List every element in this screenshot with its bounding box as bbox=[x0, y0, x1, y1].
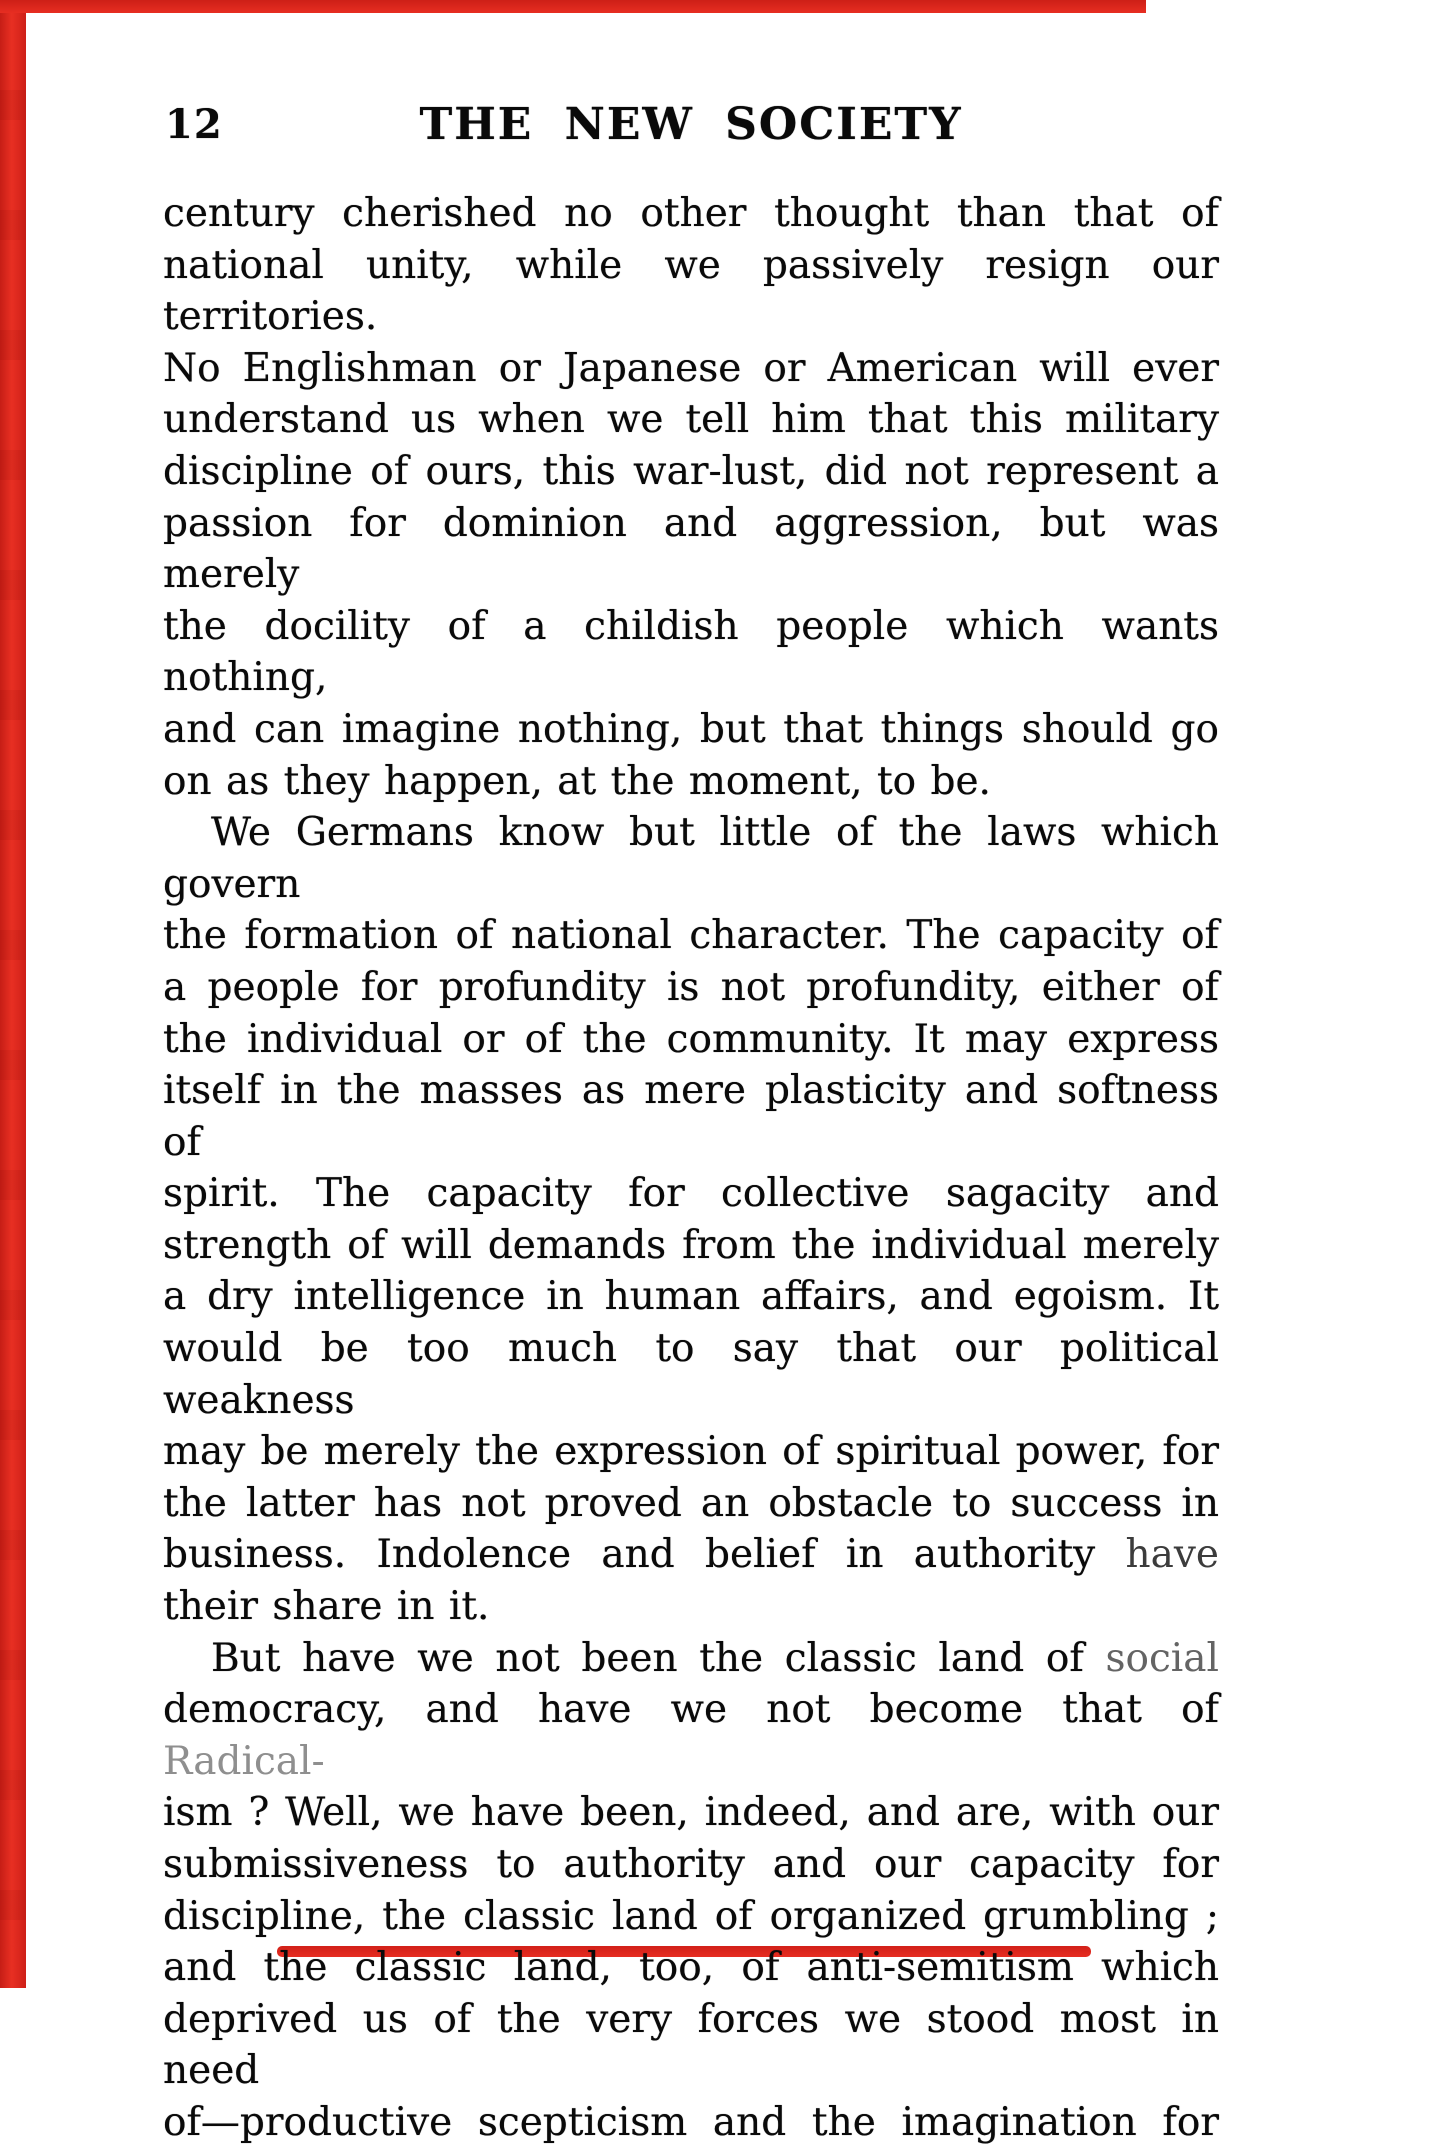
text-line: business. Indolence and belief in authority have bbox=[163, 1532, 1219, 1578]
text-line: and can imagine nothing, but that things should go bbox=[163, 706, 1219, 752]
text-line: discipline, the classic land of organized grumbling ; bbox=[163, 1893, 1219, 1939]
faded-word: social bbox=[1105, 1635, 1219, 1681]
text-line: spirit. The capacity for collective sagacity and bbox=[163, 1171, 1219, 1217]
text-line: may be merely the expression of spiritual power, for bbox=[163, 1429, 1219, 1475]
body-text bbox=[163, 188, 1219, 2149]
text-line: and the classic land, too, of anti-semitism which bbox=[163, 1945, 1219, 1991]
text-line: itself in the masses as mere plasticity and softness of bbox=[163, 1068, 1219, 1165]
faded-word: have bbox=[1125, 1532, 1219, 1578]
text-line: democracy, and have we not become that of Radical- bbox=[163, 1687, 1219, 1784]
text-line: the individual or of the community. It may express bbox=[163, 1016, 1219, 1062]
text-line: strength of will demands from the individual merely bbox=[163, 1222, 1219, 1268]
text-line: passion for dominion and aggression, but was merely bbox=[163, 500, 1219, 598]
faded-word: Radical- bbox=[163, 1738, 325, 1784]
scan-left-edge-mark bbox=[0, 0, 26, 1988]
running-title: THE NEW SOCIETY bbox=[419, 99, 963, 150]
text-line: deprived us of the very forces we stood most in need bbox=[163, 1996, 1219, 2094]
text-line: century cherished no other thought than that of bbox=[163, 191, 1219, 236]
page-number: 12 bbox=[165, 101, 223, 148]
text-line: on as they happen, at the moment, to be. bbox=[163, 758, 991, 804]
text-line: a people for profundity is not profundity, either of bbox=[163, 964, 1219, 1010]
text-line: We Germans know but little of the laws which govern bbox=[163, 810, 1219, 907]
text-line: submissiveness to authority and our capacity for bbox=[163, 1842, 1219, 1887]
text-line: a dry intelligence in human affairs, and egoism. It bbox=[163, 1274, 1219, 1320]
page-header bbox=[163, 99, 1219, 150]
scan-top-edge-mark bbox=[0, 0, 1146, 13]
text-line: the docility of a childish people which wants nothing, bbox=[163, 603, 1219, 701]
text-line: the latter has not proved an obstacle to success in bbox=[163, 1480, 1219, 1526]
text-line: But have we not been the classic land of social bbox=[211, 1635, 1219, 1681]
text-line: their share in it. bbox=[163, 1584, 490, 1630]
text-line: national unity, while we passively resign our territories. bbox=[163, 242, 1219, 340]
text-line: ism ? Well, we have been, indeed, and are, with our bbox=[163, 1790, 1219, 1836]
text-line: No Englishman or Japanese or American will ever bbox=[163, 345, 1219, 391]
text-line: discipline of ours, this war-lust, did not represent a bbox=[163, 448, 1219, 494]
text-line: would be too much to say that our political weakness bbox=[163, 1326, 1219, 1423]
text-line: of—productive scepticism and the imagination for bbox=[163, 2099, 1219, 2145]
text-line: the formation of national character. The capacity of bbox=[163, 913, 1219, 959]
text-line: understand us when we tell him that this military bbox=[163, 397, 1219, 443]
